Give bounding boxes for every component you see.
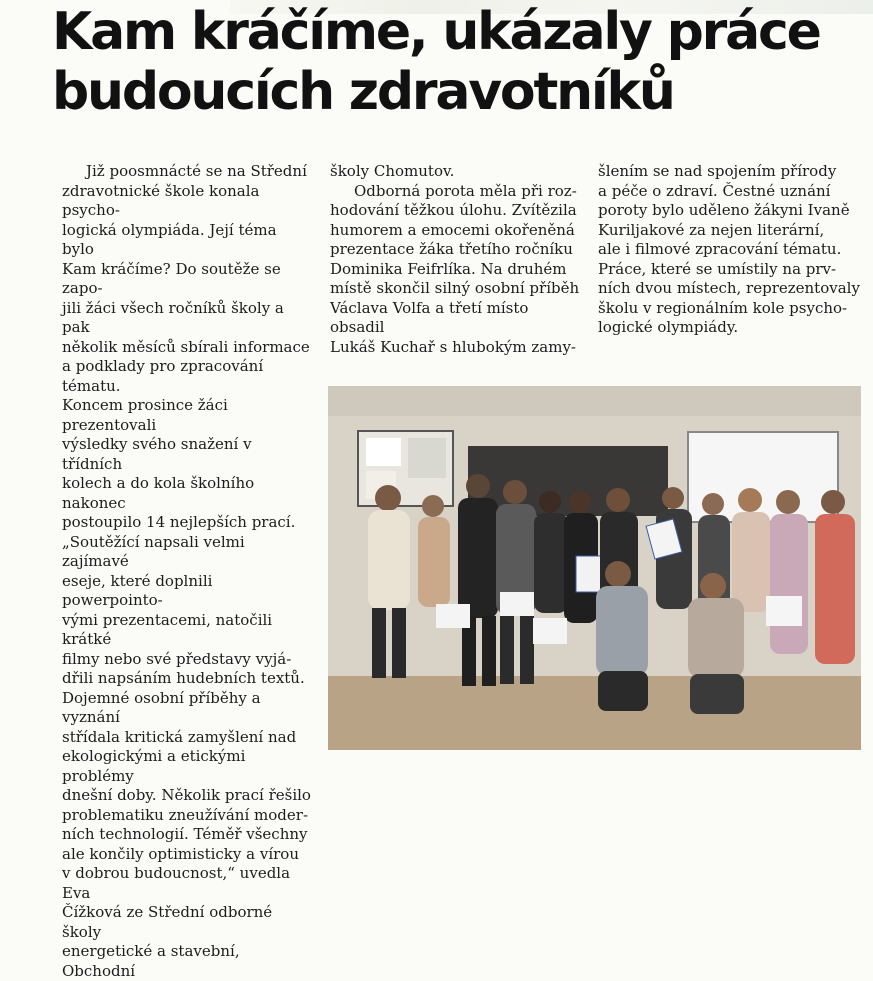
article-headline [52, 2, 862, 122]
text-line: v dobrou budoucnost,“ uvedla Eva [62, 864, 291, 902]
text-line: ale končily optimisticky a vírou [62, 844, 299, 863]
text-line: Dojemné osobní příběhy a vyznání [62, 688, 261, 726]
group-photo-icon [328, 386, 861, 750]
text-line: postoupilo 14 nejlepších prací. [62, 513, 296, 531]
text-line: školy Chomutov. [330, 162, 455, 180]
text-line: Lukáš Kuchař s hlubokým zamy- [330, 337, 576, 356]
text-line: poroty bylo uděleno žákyni Ivaně [598, 201, 850, 219]
article-column-3 [598, 162, 860, 338]
text-line: prezentace žáka třetího ročníku [330, 240, 573, 258]
text-line: vými prezentacemi, natočili krátké [62, 610, 273, 648]
text-line: logické olympiády. [598, 318, 739, 336]
text-line: eseje, které doplnili powerpointo- [62, 571, 213, 609]
text-line: dnešní doby. Několik prací řešilo [62, 786, 311, 804]
text-line: energetické a stavební, Obchodní [62, 942, 240, 980]
text-line: dřili napsáním hudebních textů. [62, 669, 305, 687]
text-line: logická olympiáda. Její téma bylo [62, 220, 277, 258]
group-photo [328, 386, 861, 750]
text-line: Čížková ze Střední odborné školy [62, 903, 273, 941]
text-line: filmy nebo své představy vyjá- [62, 649, 292, 668]
text-line: jili žáci všech ročníků školy a pak [62, 298, 284, 336]
headline-line: budoucích zdravotníků [52, 62, 674, 122]
text-line: místě skončil silný osobní příběh [330, 279, 580, 297]
text-line: Václava Volfa a třetí místo obsadil [330, 298, 529, 336]
text-line: Kuriljakové za nejen literární, [598, 220, 825, 239]
text-line: Práce, které se umístily na prv- [598, 259, 837, 278]
text-line: šlením se nad spojením přírody [598, 162, 837, 180]
text-line: problematiku zneužívání moder- [62, 805, 309, 824]
text-line: a podklady pro zpracování tématu. [62, 357, 264, 395]
text-line: ale i filmové zpracování tématu. [598, 240, 842, 258]
text-line: „Soutěžící napsali velmi zajímavé [62, 532, 245, 570]
text-line: výsledky svého snažení v třídních [62, 435, 252, 473]
text-line: několik měsíců sbírali informace [62, 337, 310, 356]
headline-line: Kam kráčíme, ukázaly práce [52, 2, 820, 62]
text-line: zdravotnické škole konala psycho- [62, 181, 260, 219]
text-line: školu v regionálním kole psycho- [598, 298, 848, 317]
text-line: a péče o zdraví. Čestné uznání [598, 181, 831, 200]
text-line: Odborná porota měla při roz- [354, 181, 577, 200]
text-line: střídala kritická zamyšlení nad [62, 727, 297, 746]
text-line: humorem a emocemi okořeněná [330, 220, 575, 239]
text-line: Kam kráčíme? Do soutěže se zapo- [62, 259, 281, 297]
text-line: Dominika Feifrlíka. Na druhém [330, 259, 567, 278]
text-line: Již poosmnácté se na Střední [86, 162, 307, 180]
text-line: ních technologií. Téměř všechny [62, 825, 308, 843]
text-line: kolech a do kola školního nakonec [62, 474, 255, 512]
text-line: ních dvou místech, reprezentovaly [598, 279, 860, 297]
article-column-2 [330, 162, 585, 357]
text-line: hodování těžkou úlohu. Zvítězila [330, 201, 577, 219]
article-column-1 [62, 162, 312, 981]
text-line: Koncem prosince žáci prezentovali [62, 396, 228, 434]
text-line: ekologickými a etickými problémy [62, 747, 246, 785]
